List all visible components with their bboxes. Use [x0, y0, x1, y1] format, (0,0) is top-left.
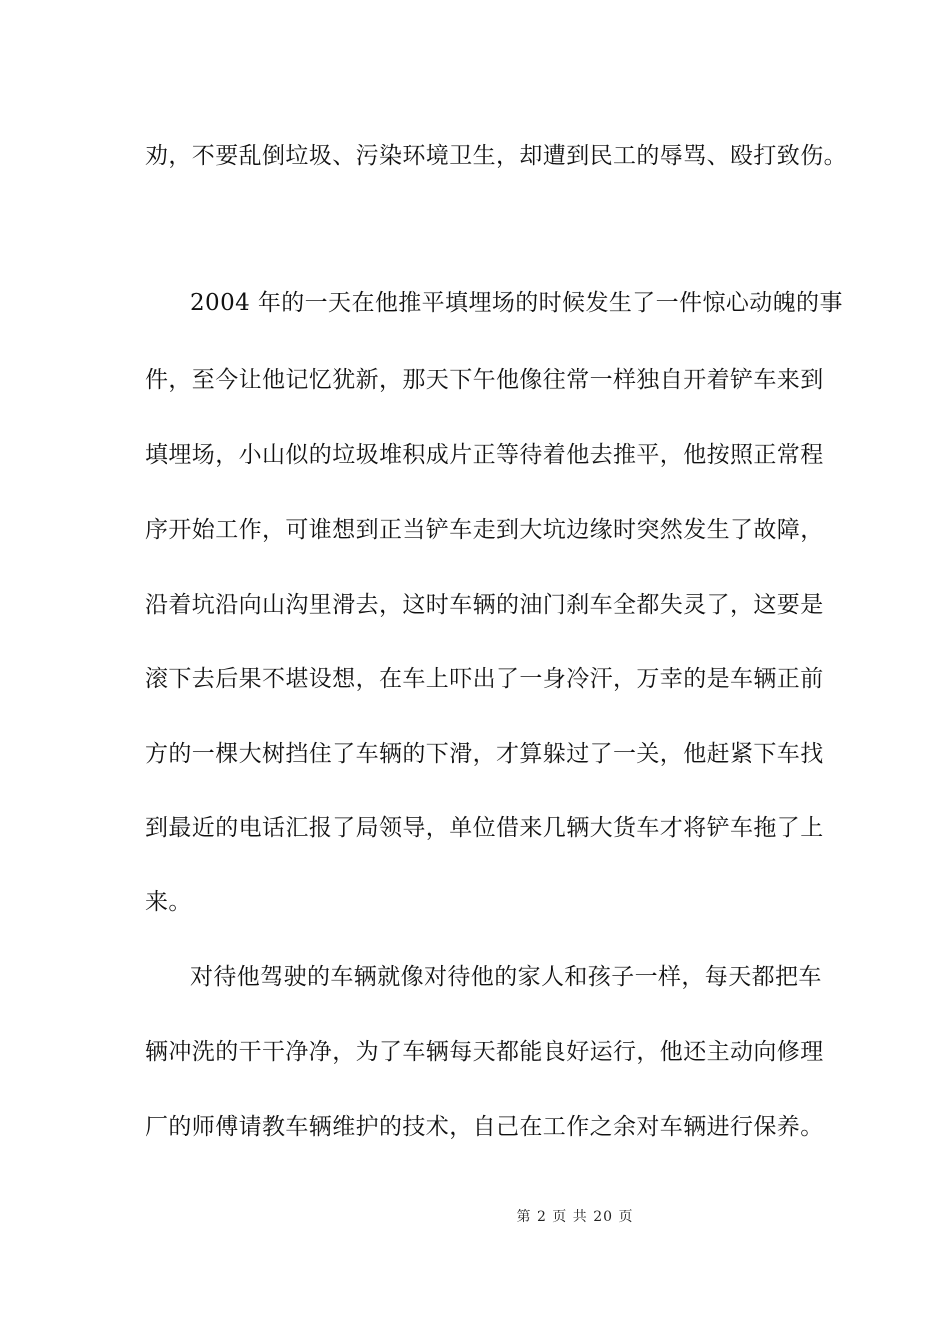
text-line-12: 辆冲洗的干干净净，为了车辆每天都能良好运行，他还主动向修理 — [145, 1039, 824, 1065]
text-line-6: 沿着坑沿向山沟里滑去，这时车辆的油门刹车全都失灵了，这要是 — [145, 592, 824, 618]
text-line-9: 到最近的电话汇报了局领导，单位借来几辆大货车才将铲车拖了上 — [145, 815, 824, 841]
text-line-1: 劝，不要乱倒垃圾、污染环境卫生，却遭到民工的辱骂、殴打致伤。 — [145, 143, 847, 169]
text-line-10: 来。 — [145, 889, 192, 915]
text-line-4: 填埋场，小山似的垃圾堆积成片正等待着他去推平，他按照正常程 — [145, 442, 824, 468]
page-footer: 第 2 页 共 20 页 — [516, 1209, 634, 1225]
text-line-2: 2004 年的一天在他推平填埋场的时候发生了一件惊心动魄的事 — [190, 290, 843, 316]
text-line-13: 厂的师傅请教车辆维护的技术，自己在工作之余对车辆进行保养。 — [145, 1114, 824, 1140]
text-line-8: 方的一棵大树挡住了车辆的下滑，才算躲过了一关，他赶紧下车找 — [145, 741, 824, 767]
text-line-11: 对待他驾驶的车辆就像对待他的家人和孩子一样，每天都把车 — [190, 964, 822, 990]
text-line-5: 序开始工作，可谁想到正当铲车走到大坑边缘时突然发生了故障， — [145, 517, 824, 543]
text-line-7: 滚下去后果不堪设想，在车上吓出了一身冷汗，万幸的是车辆正前 — [145, 666, 824, 692]
text-line-3: 件，至今让他记忆犹新，那天下午他像往常一样独自开着铲车来到 — [145, 367, 824, 393]
